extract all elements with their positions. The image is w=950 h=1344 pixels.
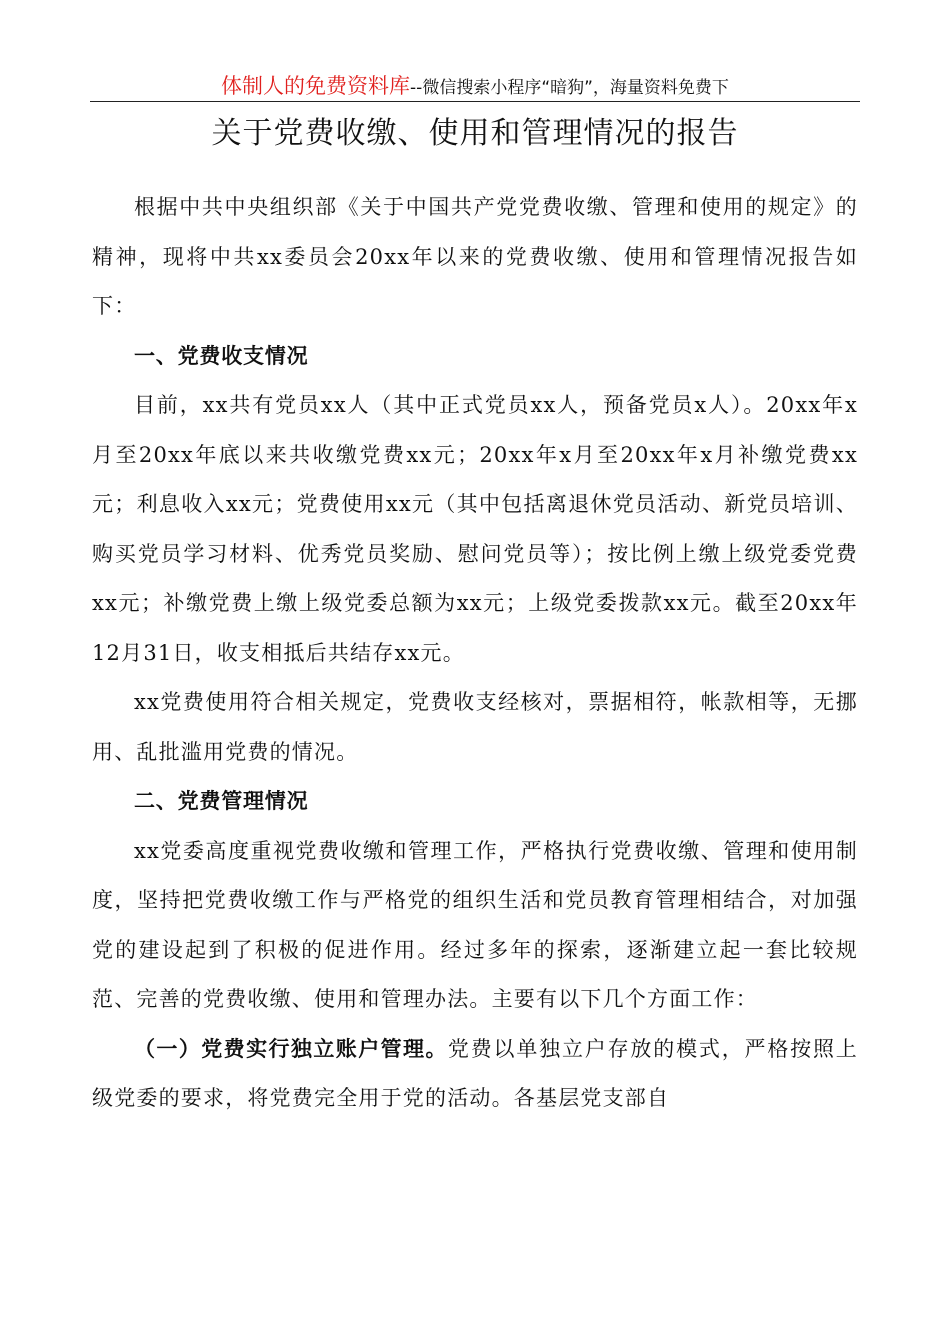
document-body — [92, 183, 858, 1124]
header-tagline: --微信搜索小程序“暗狗”，海量资料免费下 — [410, 78, 729, 98]
paragraph-compliance: xx党费使用符合相关规定，党费收支经核对，票据相符，帐款相等，无挪用、乱批滥用党费的情况。 — [92, 690, 858, 764]
item-text-independent-account: 党费以单独立户存放的模式，严格按照上级党委的要求，将党费完全用于党的活动。各基层党支部自 — [92, 1036, 858, 1110]
paragraph-membership-and-fees: 目前，xx共有党员xx人（其中正式党员xx人，预备党员x人）。20xx年x月至20xx年底以来共收缴党费xx元；20xx年x月至20xx年x月补缴党费xx元；利息收入xx元；党费使用xx元（其中包括离退休党员活动、新党员培训、购买党员学习材料、优秀党员奖励、慰问党员等）；按比例上缴上级党委党费xx元；补缴党费上缴上级党委总额为xx元；上级党委拨款xx元。截至20xx年12月31日，收支相抵后共结存xx元。 — [92, 393, 858, 665]
intro-paragraph: 根据中共中央组织部《关于中国共产党党费收缴、管理和使用的规定》的精神，现将中共xx委员会20xx年以来的党费收缴、使用和管理情况报告如下： — [92, 195, 858, 318]
item-lead-independent-account: （一）党费实行独立账户管理。 — [134, 1036, 448, 1061]
paragraph-independent-account — [92, 1025, 858, 1124]
section-heading-management: 二、党费管理情况 — [134, 789, 309, 813]
header-brand: 体制人的免费资料库 — [221, 74, 411, 98]
document-title: 关于党费收缴、使用和管理情况的报告 — [211, 116, 739, 151]
header-divider — [90, 101, 860, 102]
paragraph-management-overview: xx党委高度重视党费收缴和管理工作，严格执行党费收缴、管理和使用制度，坚持把党费收缴工作与严格党的组织生活和党员教育管理相结合，对加强党的建设起到了积极的促进作用。经过多年的探索，逐渐建立起一套比较规范、完善的党费收缴、使用和管理办法。主要有以下几个方面工作： — [92, 838, 858, 1011]
section-heading-income-expense: 一、党费收支情况 — [134, 343, 309, 368]
page-header — [0, 72, 950, 102]
